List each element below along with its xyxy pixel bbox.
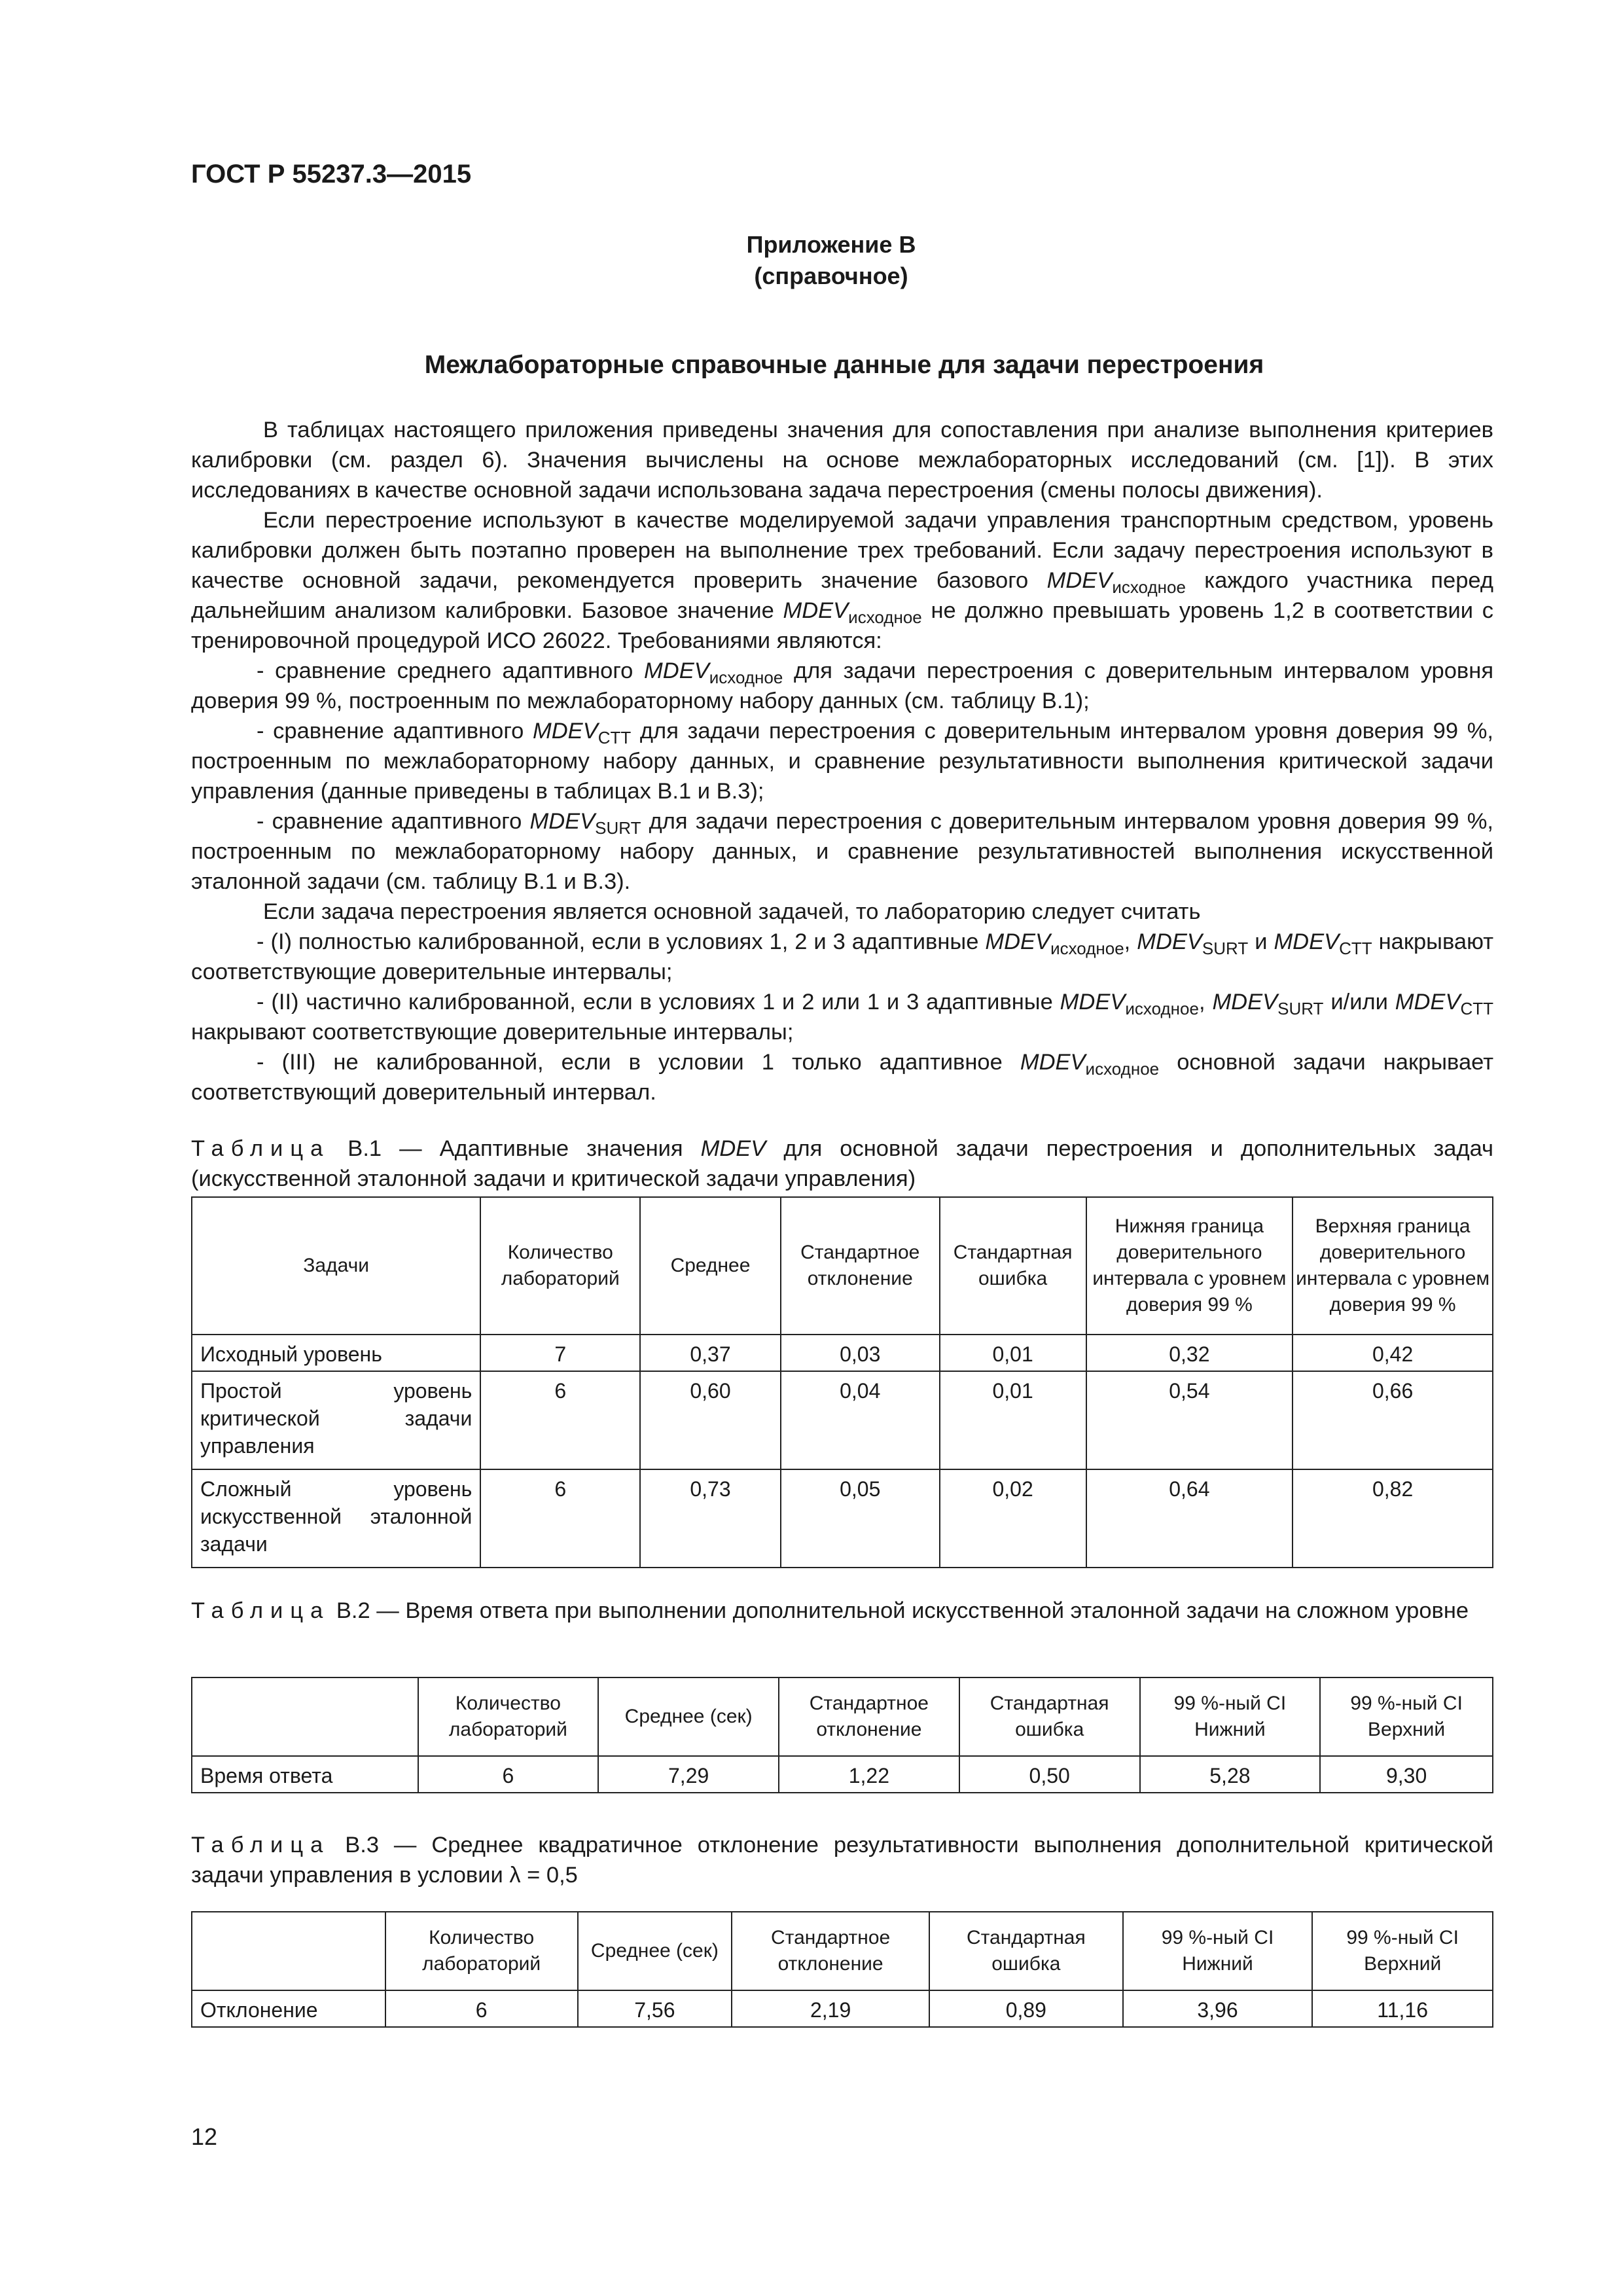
paragraph-requirements: Если перестроение используют в качестве моделируемой задачи управления транспортным средством, уровень калибровки должен быть поэтапно проверен на выполнение трех требований. Если задачу перестроения используют в качестве основной задачи, рекомендуется проверить значение базового $MDEV_{исходное}$ каждого участника перед дальнейшим анализом калибровки. Базовое значение $MDEV_{исходное}$ не должно превышать уровень 1,2 в соответствии с тренировочной процедурой ИСО 26022. Требованиями являются:	[191, 508, 1493, 653]
table-cell: 6	[385, 1990, 578, 2027]
table2-header-cell: Стандартное отклонение	[779, 1677, 959, 1756]
table-cell: 0,60	[640, 1371, 781, 1469]
table-cell: 0,50	[959, 1756, 1140, 1793]
table2-header-cell: 99 %-ный CI Нижний	[1140, 1677, 1321, 1756]
table-cell: 0,01	[940, 1335, 1086, 1371]
table3-header-cell	[192, 1912, 385, 1990]
table-cell: 0,04	[781, 1371, 940, 1469]
table-cell: 2,19	[732, 1990, 929, 2027]
table3-header-cell: 99 %-ный CI Нижний	[1123, 1912, 1313, 1990]
appendix-heading	[0, 229, 1623, 292]
table3-header-cell: Количество лабораторий	[385, 1912, 578, 1990]
table-cell: 0,64	[1086, 1469, 1293, 1568]
table-cell: 0,89	[929, 1990, 1123, 2027]
table-cell: 0,37	[640, 1335, 781, 1371]
table3-caption: Таблица В.3 — Среднее квадратичное отклонение результативности выполнения дополнительной критической задачи управления в условии λ = 0,5	[191, 1833, 1493, 1888]
table-row	[192, 1469, 1493, 1568]
table3-header-cell: Стандартное отклонение	[732, 1912, 929, 1990]
paragraph-intro: В таблицах настоящего приложения приведены значения для сопоставления при анализе выполнения критериев калибровки (см. раздел 6). Значения вычислены на основе межлабораторных исследований (см. [1]). В этих исследованиях в качестве основной задачи использована задача перестроения (смены полосы движения).	[191, 418, 1493, 503]
table-cell: 0,02	[940, 1469, 1086, 1568]
table1-header-cell: Нижняя граница доверительного интервала с уровнем доверия 99 %	[1086, 1197, 1293, 1335]
table-row	[192, 1990, 1493, 2027]
table-cell: 5,28	[1140, 1756, 1321, 1793]
table1-caption: Таблица В.1 — Адаптивные значения MDEV для основной задачи перестроения и дополнительных задач (искусственной эталонной задачи и критической задачи управления)	[191, 1136, 1493, 1191]
table1-header-cell: Среднее	[640, 1197, 781, 1335]
table-cell: 0,01	[940, 1371, 1086, 1469]
table1-header-cell: Стандартное отклонение	[781, 1197, 940, 1335]
table3-header-cell: 99 %-ный CI Верхний	[1312, 1912, 1493, 1990]
table2-caption: Таблица В.2 — Время ответа при выполнении дополнительной искусственной эталонной задачи на сложном уровне	[191, 1598, 1469, 1623]
table-row	[192, 1756, 1493, 1793]
body-text	[191, 415, 1493, 1107]
table2-header-cell: Среднее (сек)	[598, 1677, 779, 1756]
table-cell: Отклонение	[192, 1990, 385, 2027]
table-cell: 7	[480, 1335, 640, 1371]
table-cell: 7,56	[578, 1990, 732, 2027]
table2	[191, 1677, 1493, 1793]
table-cell: 0,82	[1293, 1469, 1493, 1568]
table-cell: 11,16	[1312, 1990, 1493, 2027]
list-item: - (II) частично калиброванной, если в условиях 1 и 2 или 1 и 3 адаптивные $MDEV_{исходное}$, $MDEV_{SURT}$ и/или $MDEV_{CTT}$ накрывают соответствующие доверительные интервалы;	[191, 990, 1494, 1045]
table3-header-cell: Среднее (сек)	[578, 1912, 732, 1990]
table-cell: 0,66	[1293, 1371, 1493, 1469]
table3	[191, 1911, 1493, 2028]
table2-header-row	[192, 1677, 1493, 1756]
table2-header-cell	[192, 1677, 418, 1756]
list-item: - (I) полностью калиброванной, если в условиях 1, 2 и 3 адаптивные $MDEV_{исходное}$, $MDEV_{SURT}$ и $MDEV_{CTT}$ накрывают соответствующие доверительные интервалы;	[191, 929, 1493, 984]
document-standard-number: ГОСТ Р 55237.3—2015	[191, 160, 472, 188]
table-row	[192, 1335, 1493, 1371]
table1	[191, 1196, 1493, 1568]
list-item: - сравнение адаптивного $MDEV_{SURT}$ для задачи перестроения с доверительным интервалом уровня доверия 99 %, построенным по межлабораторному набору данных, и сравнение результативностей выполнения искусственной эталонной задачи (см. таблицу В.1 и В.3).	[191, 809, 1493, 894]
table-cell: 0,03	[781, 1335, 940, 1371]
table-cell: 0,32	[1086, 1335, 1293, 1371]
list-item: - (III) не калиброванной, если в условии 1 только адаптивное $MDEV_{исходное}$ основной задачи накрывает соответствующий доверительный интервал.	[191, 1050, 1494, 1105]
appendix-kind: (справочное)	[754, 262, 908, 289]
table1-header-cell: Задачи	[192, 1197, 480, 1335]
table-cell: Время ответа	[192, 1756, 418, 1793]
table-cell: 1,22	[779, 1756, 959, 1793]
table1-header-cell: Верхняя граница доверительного интервала с уровнем доверия 99 %	[1293, 1197, 1493, 1335]
page-number: 12	[191, 2123, 218, 2150]
table2-header-cell: 99 %-ный CI Верхний	[1320, 1677, 1493, 1756]
table1-header-cell: Количество лабораторий	[480, 1197, 640, 1335]
table-cell: Простой уровень критической задачи управления	[192, 1371, 480, 1469]
table-cell: 0,73	[640, 1469, 781, 1568]
table-cell: 6	[480, 1469, 640, 1568]
table3-header-row	[192, 1912, 1493, 1990]
appendix-label: Приложение В	[746, 231, 916, 258]
table2-header-cell: Стандартная ошибка	[959, 1677, 1140, 1756]
table3-header-cell: Стандартная ошибка	[929, 1912, 1123, 1990]
table-cell: Сложный уровень искусственной эталонной задачи	[192, 1469, 480, 1568]
table-cell: 9,30	[1320, 1756, 1493, 1793]
table2-header-cell: Количество лабораторий	[418, 1677, 599, 1756]
table-cell: 6	[480, 1371, 640, 1469]
paragraph-classification: Если задача перестроения является основной задачей, то лабораторию следует считать	[263, 899, 1201, 924]
list-item: - сравнение среднего адаптивного $MDEV_{исходное}$ для задачи перестроения с доверительным интервалом уровня доверия 99 %, построенным по межлабораторному набору данных (см. таблицу В.1);	[191, 658, 1493, 713]
table-cell: Исходный уровень	[192, 1335, 480, 1371]
table1-header-cell: Стандартная ошибка	[940, 1197, 1086, 1335]
table-cell: 3,96	[1123, 1990, 1313, 2027]
appendix-title: Межлабораторные справочные данные для задачи перестроения	[424, 351, 1264, 379]
table-cell: 0,05	[781, 1469, 940, 1568]
table-cell: 7,29	[598, 1756, 779, 1793]
table-row	[192, 1371, 1493, 1469]
table-cell: 0,42	[1293, 1335, 1493, 1371]
table-cell: 0,54	[1086, 1371, 1293, 1469]
list-item: - сравнение адаптивного $MDEV_{CTT}$ для задачи перестроения с доверительным интервалом уровня доверия 99 %, построенным по межлабораторному набору данных, и сравнение результативности выполнения критической задачи управления (данные приведены в таблицах В.1 и В.3);	[191, 719, 1493, 804]
table1-header-row	[192, 1197, 1493, 1335]
table-cell: 6	[418, 1756, 599, 1793]
